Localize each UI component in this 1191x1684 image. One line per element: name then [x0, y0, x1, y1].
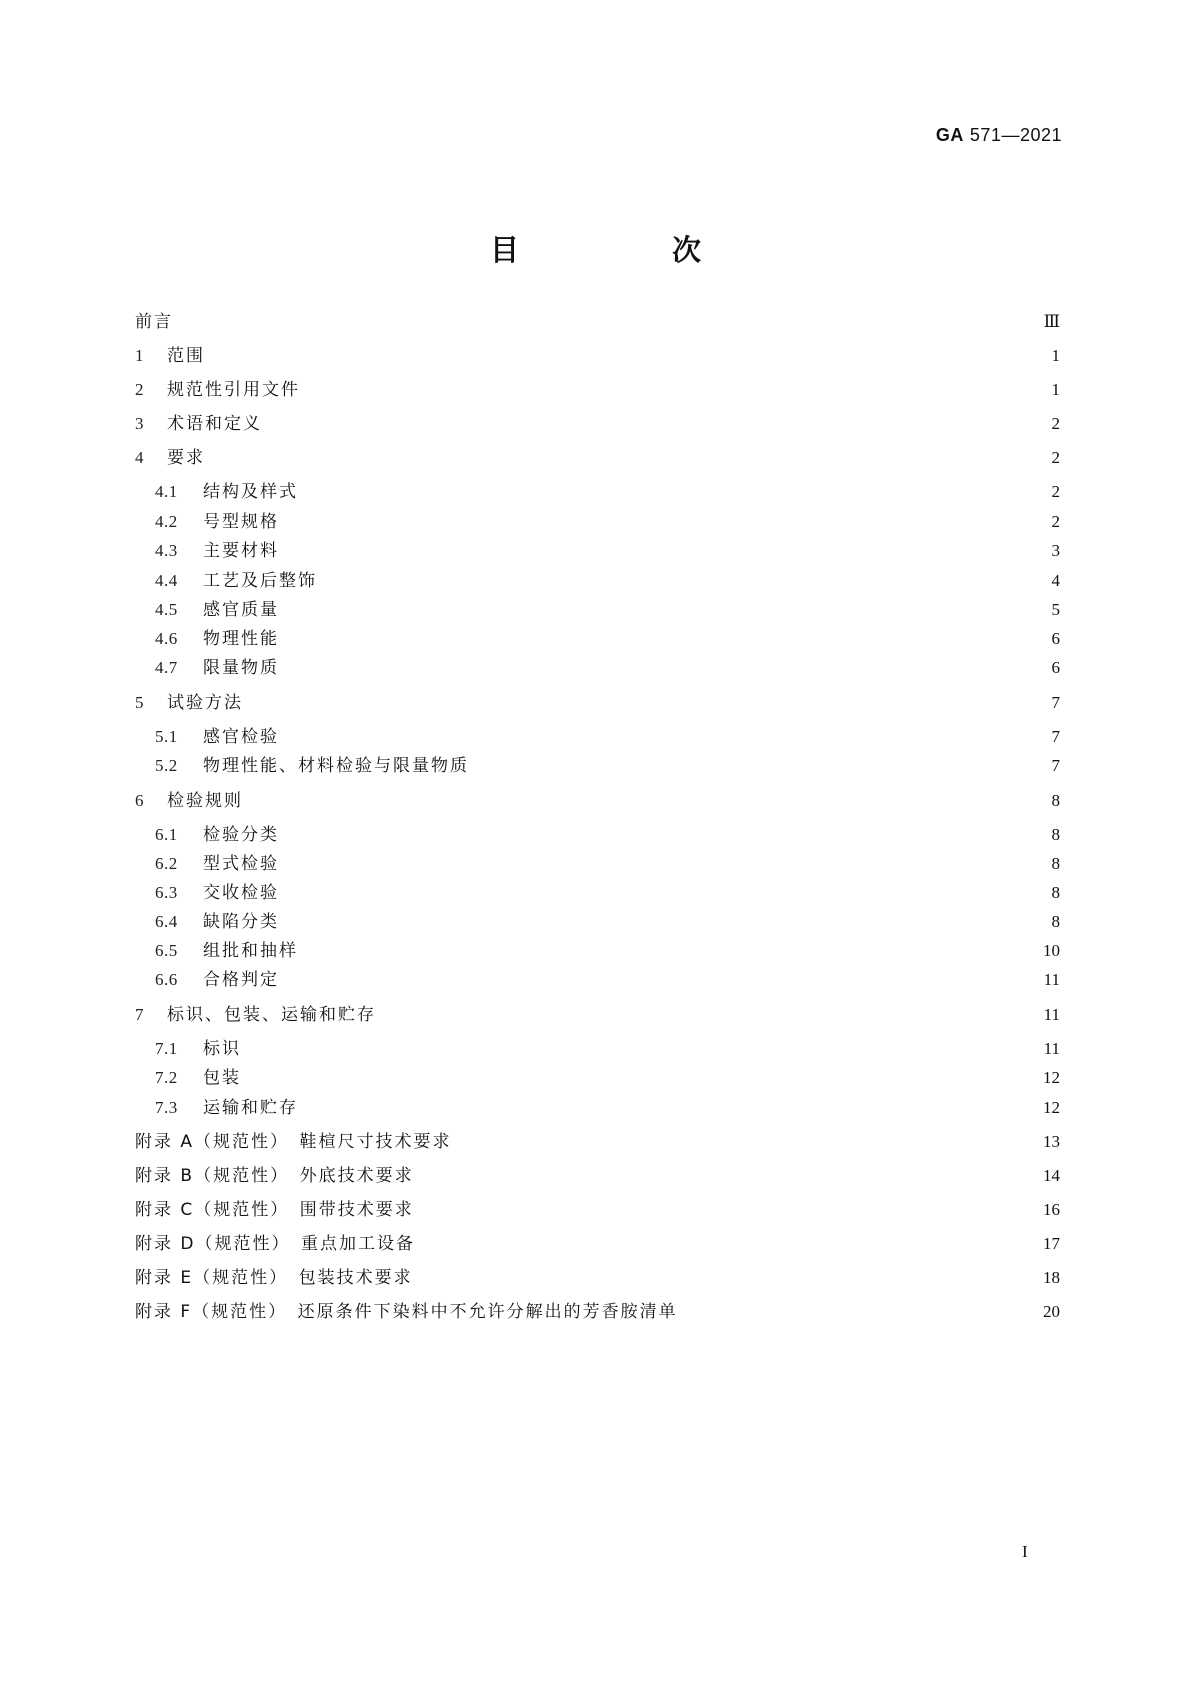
- toc-entry-label: 工艺及后整饰: [203, 571, 317, 591]
- toc-entry[interactable]: [135, 1232, 1060, 1256]
- toc-entry[interactable]: [135, 446, 1060, 470]
- toc-entry-label: 号型规格: [203, 512, 279, 532]
- toc-entry-label: 检验分类: [203, 825, 279, 845]
- toc-entry-label: 合格判定: [203, 970, 279, 990]
- toc-entry[interactable]: [135, 656, 1060, 680]
- toc-entry-page: 11: [1043, 1005, 1060, 1024]
- toc-entry-label: 附录 D（规范性） 重点加工设备: [135, 1234, 415, 1254]
- toc-entry-label: 附录 F（规范性） 还原条件下染料中不允许分解出的芳香胺清单: [135, 1302, 678, 1322]
- dot-leader: [285, 968, 1036, 992]
- toc-entry-page: Ⅲ: [1043, 312, 1060, 331]
- dot-leader: [285, 510, 1042, 534]
- toc-entry-page: 2: [1051, 512, 1060, 531]
- toc-entry-number: 5.2: [155, 756, 178, 775]
- toc-entry-label: 检验规则: [167, 791, 243, 811]
- toc-entry-label: 附录 E（规范性） 包装技术要求: [135, 1268, 413, 1288]
- toc-entry-number: 7: [135, 1005, 144, 1024]
- toc-entry-label: 前言: [135, 312, 173, 332]
- dot-leader: [249, 789, 1042, 813]
- dot-leader: [285, 852, 1042, 876]
- toc-entry[interactable]: [135, 1266, 1060, 1290]
- toc-entry[interactable]: [135, 725, 1060, 749]
- standard-code-number: 571—2021: [969, 125, 1062, 145]
- dot-leader: [285, 539, 1042, 563]
- toc-entry-page: 2: [1051, 448, 1060, 467]
- dot-leader: [285, 910, 1042, 934]
- toc-entry-page: 2: [1051, 414, 1060, 433]
- dot-leader: [247, 1037, 1036, 1061]
- toc-entry[interactable]: [135, 852, 1060, 876]
- dot-leader: [285, 627, 1042, 651]
- dot-leader: [304, 939, 1035, 963]
- toc-entry-number: 6.2: [155, 854, 178, 873]
- dot-leader: [285, 881, 1042, 905]
- toc-entry[interactable]: [135, 1096, 1060, 1120]
- toc-entry-page: 16: [1043, 1200, 1060, 1219]
- toc-entry-page: 20: [1043, 1302, 1060, 1321]
- toc-entry[interactable]: [135, 754, 1060, 778]
- toc-entry-label: 缺陷分类: [203, 912, 279, 932]
- toc-entry-number: 3: [135, 414, 144, 433]
- dot-leader: [684, 1300, 1035, 1324]
- toc-entry-number: 6.5: [155, 941, 178, 960]
- toc-entry[interactable]: [135, 1003, 1060, 1027]
- toc-entry-label: 物理性能、材料检验与限量物质: [203, 756, 469, 776]
- toc-entry-number: 6.4: [155, 912, 178, 931]
- toc-entry-label: 感官检验: [203, 727, 279, 747]
- toc-entry[interactable]: [135, 1037, 1060, 1061]
- dot-leader: [285, 823, 1042, 847]
- toc-entry[interactable]: [135, 378, 1060, 402]
- toc-entry[interactable]: [135, 789, 1060, 813]
- toc-entry-label: 标识: [203, 1039, 241, 1059]
- toc-entry-number: 4: [135, 448, 144, 467]
- toc-entry[interactable]: [135, 569, 1060, 593]
- toc-entry-label: 主要材料: [203, 541, 279, 561]
- dot-leader: [419, 1266, 1035, 1290]
- toc-entry-number: 4.4: [155, 571, 178, 590]
- toc-title: 目 次: [489, 233, 763, 267]
- toc-entry-label: 型式检验: [203, 854, 279, 874]
- dot-leader: [475, 754, 1042, 778]
- toc-entry-number: 6: [135, 791, 144, 810]
- toc-entry-number: 4.2: [155, 512, 178, 531]
- toc-entry-number: 7.3: [155, 1098, 178, 1117]
- toc-entry-label: 交收检验: [203, 883, 279, 903]
- toc-entry-number: 6.6: [155, 970, 178, 989]
- toc-entry-number: 4.3: [155, 541, 178, 560]
- toc-entry-number: 6.1: [155, 825, 178, 844]
- toc-entry[interactable]: [135, 939, 1060, 963]
- dot-leader: [420, 1164, 1035, 1188]
- toc-entry-page: 2: [1051, 482, 1060, 501]
- standard-code: [936, 125, 1062, 146]
- toc-entry-page: 7: [1051, 756, 1060, 775]
- toc-entry-number: 5.1: [155, 727, 178, 746]
- toc-entry-page: 14: [1043, 1166, 1060, 1185]
- toc-entry[interactable]: [135, 1130, 1060, 1154]
- toc-entry[interactable]: [135, 627, 1060, 651]
- dot-leader: [421, 1232, 1035, 1256]
- toc-entry-number: 4.6: [155, 629, 178, 648]
- toc-entry-label: 物理性能: [203, 629, 279, 649]
- toc-entry-number: 5: [135, 693, 144, 712]
- toc-entry-page: 6: [1051, 629, 1060, 648]
- toc-entry-number: 2: [135, 380, 144, 399]
- toc-entry-label: 包装: [203, 1068, 241, 1088]
- dot-leader: [211, 446, 1042, 470]
- dot-leader: [285, 725, 1042, 749]
- toc-entry[interactable]: [135, 1300, 1060, 1324]
- toc-entry[interactable]: [135, 598, 1060, 622]
- toc-entry-page: 7: [1051, 727, 1060, 746]
- dot-leader: [179, 310, 1036, 334]
- toc-entry[interactable]: [135, 691, 1060, 715]
- toc-entry-label: 附录 B（规范性） 外底技术要求: [135, 1166, 414, 1186]
- toc-entry-label: 结构及样式: [203, 482, 298, 502]
- dot-leader: [211, 344, 1042, 368]
- toc-entry-label: 运输和贮存: [203, 1098, 298, 1118]
- toc-entry[interactable]: [135, 412, 1060, 436]
- page-number: I: [1022, 1542, 1028, 1561]
- toc-entry-label: 要求: [167, 448, 205, 468]
- toc-entry[interactable]: [135, 310, 1060, 334]
- toc-entry-page: 6: [1051, 658, 1060, 677]
- toc-entry[interactable]: [135, 539, 1060, 563]
- toc-entry[interactable]: [135, 1198, 1060, 1222]
- toc-entry-page: 1: [1051, 380, 1060, 399]
- toc-entry-number: 7.2: [155, 1068, 178, 1087]
- toc-entry-label: 限量物质: [203, 658, 279, 678]
- toc-entry-label: 规范性引用文件: [167, 380, 300, 400]
- dot-leader: [458, 1130, 1035, 1154]
- standard-code-prefix: GA: [935, 125, 964, 145]
- dot-leader: [249, 691, 1042, 715]
- toc-entry-label: 标识、包装、运输和贮存: [167, 1005, 376, 1025]
- toc-entry-label: 附录 C（规范性） 围带技术要求: [135, 1200, 414, 1220]
- toc-entry[interactable]: [135, 881, 1060, 905]
- toc-entry[interactable]: [135, 344, 1060, 368]
- dot-leader: [285, 598, 1042, 622]
- toc-entry-page: 10: [1043, 941, 1060, 960]
- toc-entry-page: 3: [1051, 541, 1060, 560]
- toc-entry-number: 1: [135, 346, 144, 365]
- toc-entry-page: 7: [1051, 693, 1060, 712]
- toc-entry-label: 试验方法: [167, 693, 243, 713]
- dot-leader: [268, 412, 1042, 436]
- toc-entry-page: 11: [1043, 970, 1060, 989]
- dot-leader: [285, 656, 1042, 680]
- toc-entry-label: 附录 A（规范性） 鞋楦尺寸技术要求: [135, 1132, 452, 1152]
- toc-entry-label: 范围: [167, 346, 205, 366]
- toc-entry-page: 12: [1043, 1098, 1060, 1117]
- toc-entry-page: 1: [1051, 346, 1060, 365]
- toc-entry[interactable]: [135, 910, 1060, 934]
- toc-entry-number: 7.1: [155, 1039, 178, 1058]
- dot-leader: [304, 1096, 1035, 1120]
- toc-entry[interactable]: [135, 510, 1060, 534]
- toc-entry-label: 感官质量: [203, 600, 279, 620]
- toc-entry-label: 组批和抽样: [203, 941, 298, 961]
- toc-entry[interactable]: [135, 480, 1060, 504]
- toc-entry-page: 8: [1051, 791, 1060, 810]
- toc-entry-page: 13: [1043, 1132, 1060, 1151]
- dot-leader: [306, 378, 1042, 402]
- toc-entry-page: 11: [1043, 1039, 1060, 1058]
- toc-entry-page: 18: [1043, 1268, 1060, 1287]
- toc-entry-page: 5: [1051, 600, 1060, 619]
- toc-entry-number: 4.1: [155, 482, 178, 501]
- toc-entry-page: 17: [1043, 1234, 1060, 1253]
- toc-entry-page: 8: [1051, 883, 1060, 902]
- dot-leader: [247, 1066, 1035, 1090]
- toc-entry-page: 8: [1051, 912, 1060, 931]
- toc-entry-number: 4.7: [155, 658, 178, 677]
- toc-entry-page: 8: [1051, 854, 1060, 873]
- toc-entry-number: 6.3: [155, 883, 178, 902]
- toc-entry[interactable]: [135, 968, 1060, 992]
- dot-leader: [304, 480, 1042, 504]
- dot-leader: [420, 1198, 1035, 1222]
- toc-entry[interactable]: [135, 823, 1060, 847]
- toc-entry-page: 12: [1043, 1068, 1060, 1087]
- toc-entry[interactable]: [135, 1164, 1060, 1188]
- toc-entry-label: 术语和定义: [167, 414, 262, 434]
- dot-leader: [323, 569, 1042, 593]
- dot-leader: [382, 1003, 1036, 1027]
- toc-entry[interactable]: [135, 1066, 1060, 1090]
- toc-entry-page: 8: [1051, 825, 1060, 844]
- toc-entry-number: 4.5: [155, 600, 178, 619]
- toc-entry-page: 4: [1051, 571, 1060, 590]
